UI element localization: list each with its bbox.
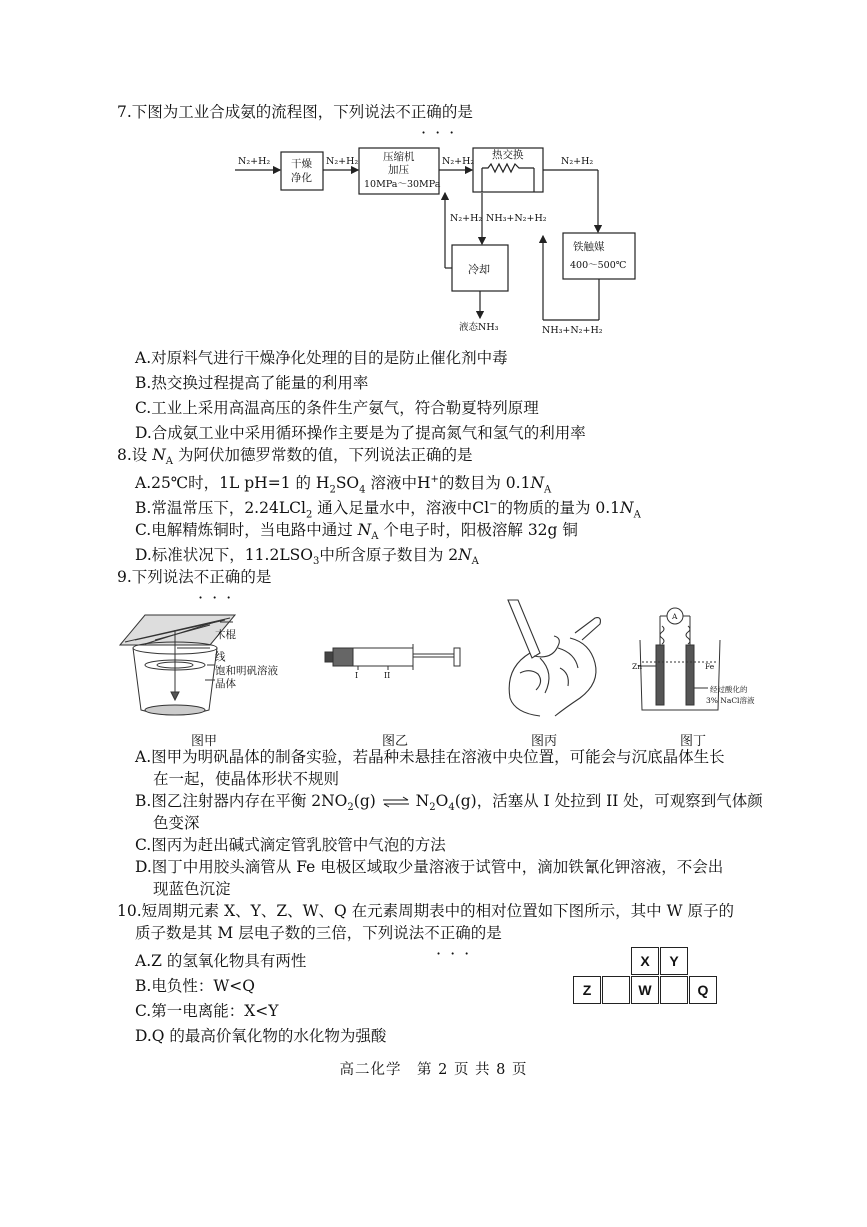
svg-text:饱和明矾溶液: 饱和明矾溶液 bbox=[215, 665, 278, 677]
svg-text:经过酸化的: 经过酸化的 bbox=[710, 685, 748, 694]
q7-option-c: C.工业上采用高温高压的条件生产氨气，符合勒夏特列原理 bbox=[135, 399, 539, 417]
cell-z: Z bbox=[573, 976, 601, 1004]
q9-option-d-line1: D.图丁中用胶头滴管从 Fe 电极区域取少量溶液于试管中，滴加铁氰化钾溶液，不会出 bbox=[135, 858, 724, 876]
svg-text:液态NH₃: 液态NH₃ bbox=[459, 322, 499, 333]
cell-empty-1 bbox=[602, 976, 630, 1004]
caption-yi: 图乙 bbox=[382, 734, 409, 749]
figure-yi-syringe bbox=[322, 640, 467, 680]
cell-w: W bbox=[631, 976, 659, 1004]
equilibrium-arrow-icon bbox=[381, 796, 411, 808]
q9-option-c: C.图丙为赶出碱式滴定管乳胶管中气泡的方法 bbox=[135, 836, 446, 854]
svg-text:Zn: Zn bbox=[632, 662, 643, 671]
q10-stem-line2: 质子数是其 M 层电子数的三倍，下列说法不正确的是 bbox=[135, 924, 502, 942]
q9-emphasis-dots: ··· bbox=[198, 588, 241, 607]
caption-jia: 图甲 bbox=[191, 734, 218, 749]
svg-text:干燥: 干燥 bbox=[291, 158, 312, 170]
q8-stem: 8.设 $N_A$ 为阿伏加德罗常数的值，下列说法正确的是 bbox=[117, 446, 473, 468]
q10-option-b: B.电负性：W<Q bbox=[135, 977, 255, 995]
svg-text:晶体: 晶体 bbox=[215, 678, 236, 690]
svg-text:N₂+H₂: N₂+H₂ bbox=[326, 156, 359, 167]
svg-text:冷却: 冷却 bbox=[468, 263, 490, 276]
q9-option-a-line1: A.图甲为明矾晶体的制备实验，若晶种未悬挂在溶液中央位置，可能会与沉底晶体生长 bbox=[135, 748, 725, 766]
svg-text:Fe: Fe bbox=[705, 662, 715, 671]
svg-text:N₂+H₂: N₂+H₂ bbox=[450, 213, 483, 224]
q8-option-b: B.常温常压下，2.24LCl$_2$ 通入足量水中，溶液中Cl−的物质的量为 $0.1N_A$ bbox=[135, 499, 641, 521]
svg-text:10MPa～30MPa: 10MPa～30MPa bbox=[364, 179, 441, 190]
svg-text:400～500℃: 400～500℃ bbox=[570, 260, 627, 271]
q10-emphasis-dots: ··· bbox=[436, 944, 479, 963]
caption-bing: 图丙 bbox=[531, 734, 558, 749]
svg-text:木棍: 木棍 bbox=[215, 629, 236, 641]
q10-stem-line1: 10.短周期元素 X、Y、Z、W、Q 在元素周期表中的相对位置如下图所示，其中 W 原子的 bbox=[117, 902, 734, 920]
q10-option-d: D.Q 的最高价氧化物的水化物为强酸 bbox=[135, 1027, 387, 1045]
svg-text:NH₃+N₂+H₂: NH₃+N₂+H₂ bbox=[542, 325, 603, 336]
q7-option-b: B.热交换过程提高了能量的利用率 bbox=[135, 374, 369, 392]
caption-ding: 图丁 bbox=[680, 734, 707, 749]
svg-text:N₂+H₂: N₂+H₂ bbox=[238, 156, 271, 167]
q8-option-d: D.标准状况下，$11.2LSO_3$中所含原子数目为 $2N_A$ bbox=[135, 546, 479, 568]
svg-text:I: I bbox=[355, 671, 359, 680]
figure-jia-alum-crystal bbox=[115, 610, 300, 725]
q7-emphasis: 不正确 bbox=[395, 103, 442, 121]
cell-x: X bbox=[631, 947, 659, 975]
cell-empty-2 bbox=[660, 976, 688, 1004]
q9-option-d-line2: 现蓝色沉淀 bbox=[153, 880, 231, 898]
svg-text:线: 线 bbox=[215, 651, 226, 663]
svg-text:II: II bbox=[384, 671, 391, 680]
q9-option-b-line2: 色变深 bbox=[153, 814, 200, 832]
svg-text:N₂+H₂: N₂+H₂ bbox=[442, 156, 475, 167]
q7-option-d: D.合成氨工业中采用循环操作主要是为了提高氮气和氢气的利用率 bbox=[135, 424, 586, 442]
q7-stem: 7.下图为工业合成氨的流程图，下列说法不正确的是 bbox=[117, 103, 473, 121]
q8-option-c: C.电解精炼铜时，当电路中通过 $N_A$ 个电子时，阳极溶解 32g 铜 bbox=[135, 521, 578, 543]
svg-text:热交换: 热交换 bbox=[492, 149, 524, 161]
q8-option-a: A.25℃时，1L pH=1 的 $H_2SO_4$ 溶液中H+的数目为 $0.1N_A$ bbox=[135, 474, 552, 496]
svg-text:铁触媒: 铁触媒 bbox=[573, 241, 605, 253]
q7-emphasis-dots: ··· bbox=[421, 123, 464, 142]
q9-option-b-line1: B.图乙注射器内存在平衡 $2NO_2(g)$ $N_2O_4(g)$，活塞从 I 处拉到 II 处，可观察到气体颜 bbox=[135, 792, 763, 814]
svg-text:净化: 净化 bbox=[291, 172, 312, 184]
q9-stem: 9.下列说法不正确的是 bbox=[117, 568, 272, 586]
svg-text:加压: 加压 bbox=[388, 164, 409, 176]
figure-ding-electrochemical-cell bbox=[630, 600, 755, 718]
svg-text:3% NaCl溶液: 3% NaCl溶液 bbox=[706, 696, 755, 705]
q7-option-a: A.对原料气进行干燥净化处理的目的是防止催化剂中毒 bbox=[135, 349, 508, 367]
svg-text:A: A bbox=[672, 612, 678, 621]
ammonia-flow-diagram bbox=[230, 140, 650, 340]
svg-text:压缩机: 压缩机 bbox=[383, 151, 415, 163]
svg-text:NH₃+N₂+H₂: NH₃+N₂+H₂ bbox=[486, 213, 547, 224]
catalyst-box bbox=[563, 233, 635, 279]
svg-text:N₂+H₂: N₂+H₂ bbox=[561, 156, 594, 167]
cell-y: Y bbox=[660, 947, 688, 975]
q9-option-a-line2: 在一起，使晶体形状不规则 bbox=[153, 770, 340, 788]
page-footer: 高二化学 第 2 页 共 8 页 bbox=[339, 1062, 528, 1078]
cell-q: Q bbox=[689, 976, 717, 1004]
figure-bing-burette bbox=[500, 598, 610, 718]
q10-option-a: A.Z 的氢氧化物具有两性 bbox=[135, 952, 307, 970]
q10-option-c: C.第一电离能：X<Y bbox=[135, 1002, 279, 1020]
